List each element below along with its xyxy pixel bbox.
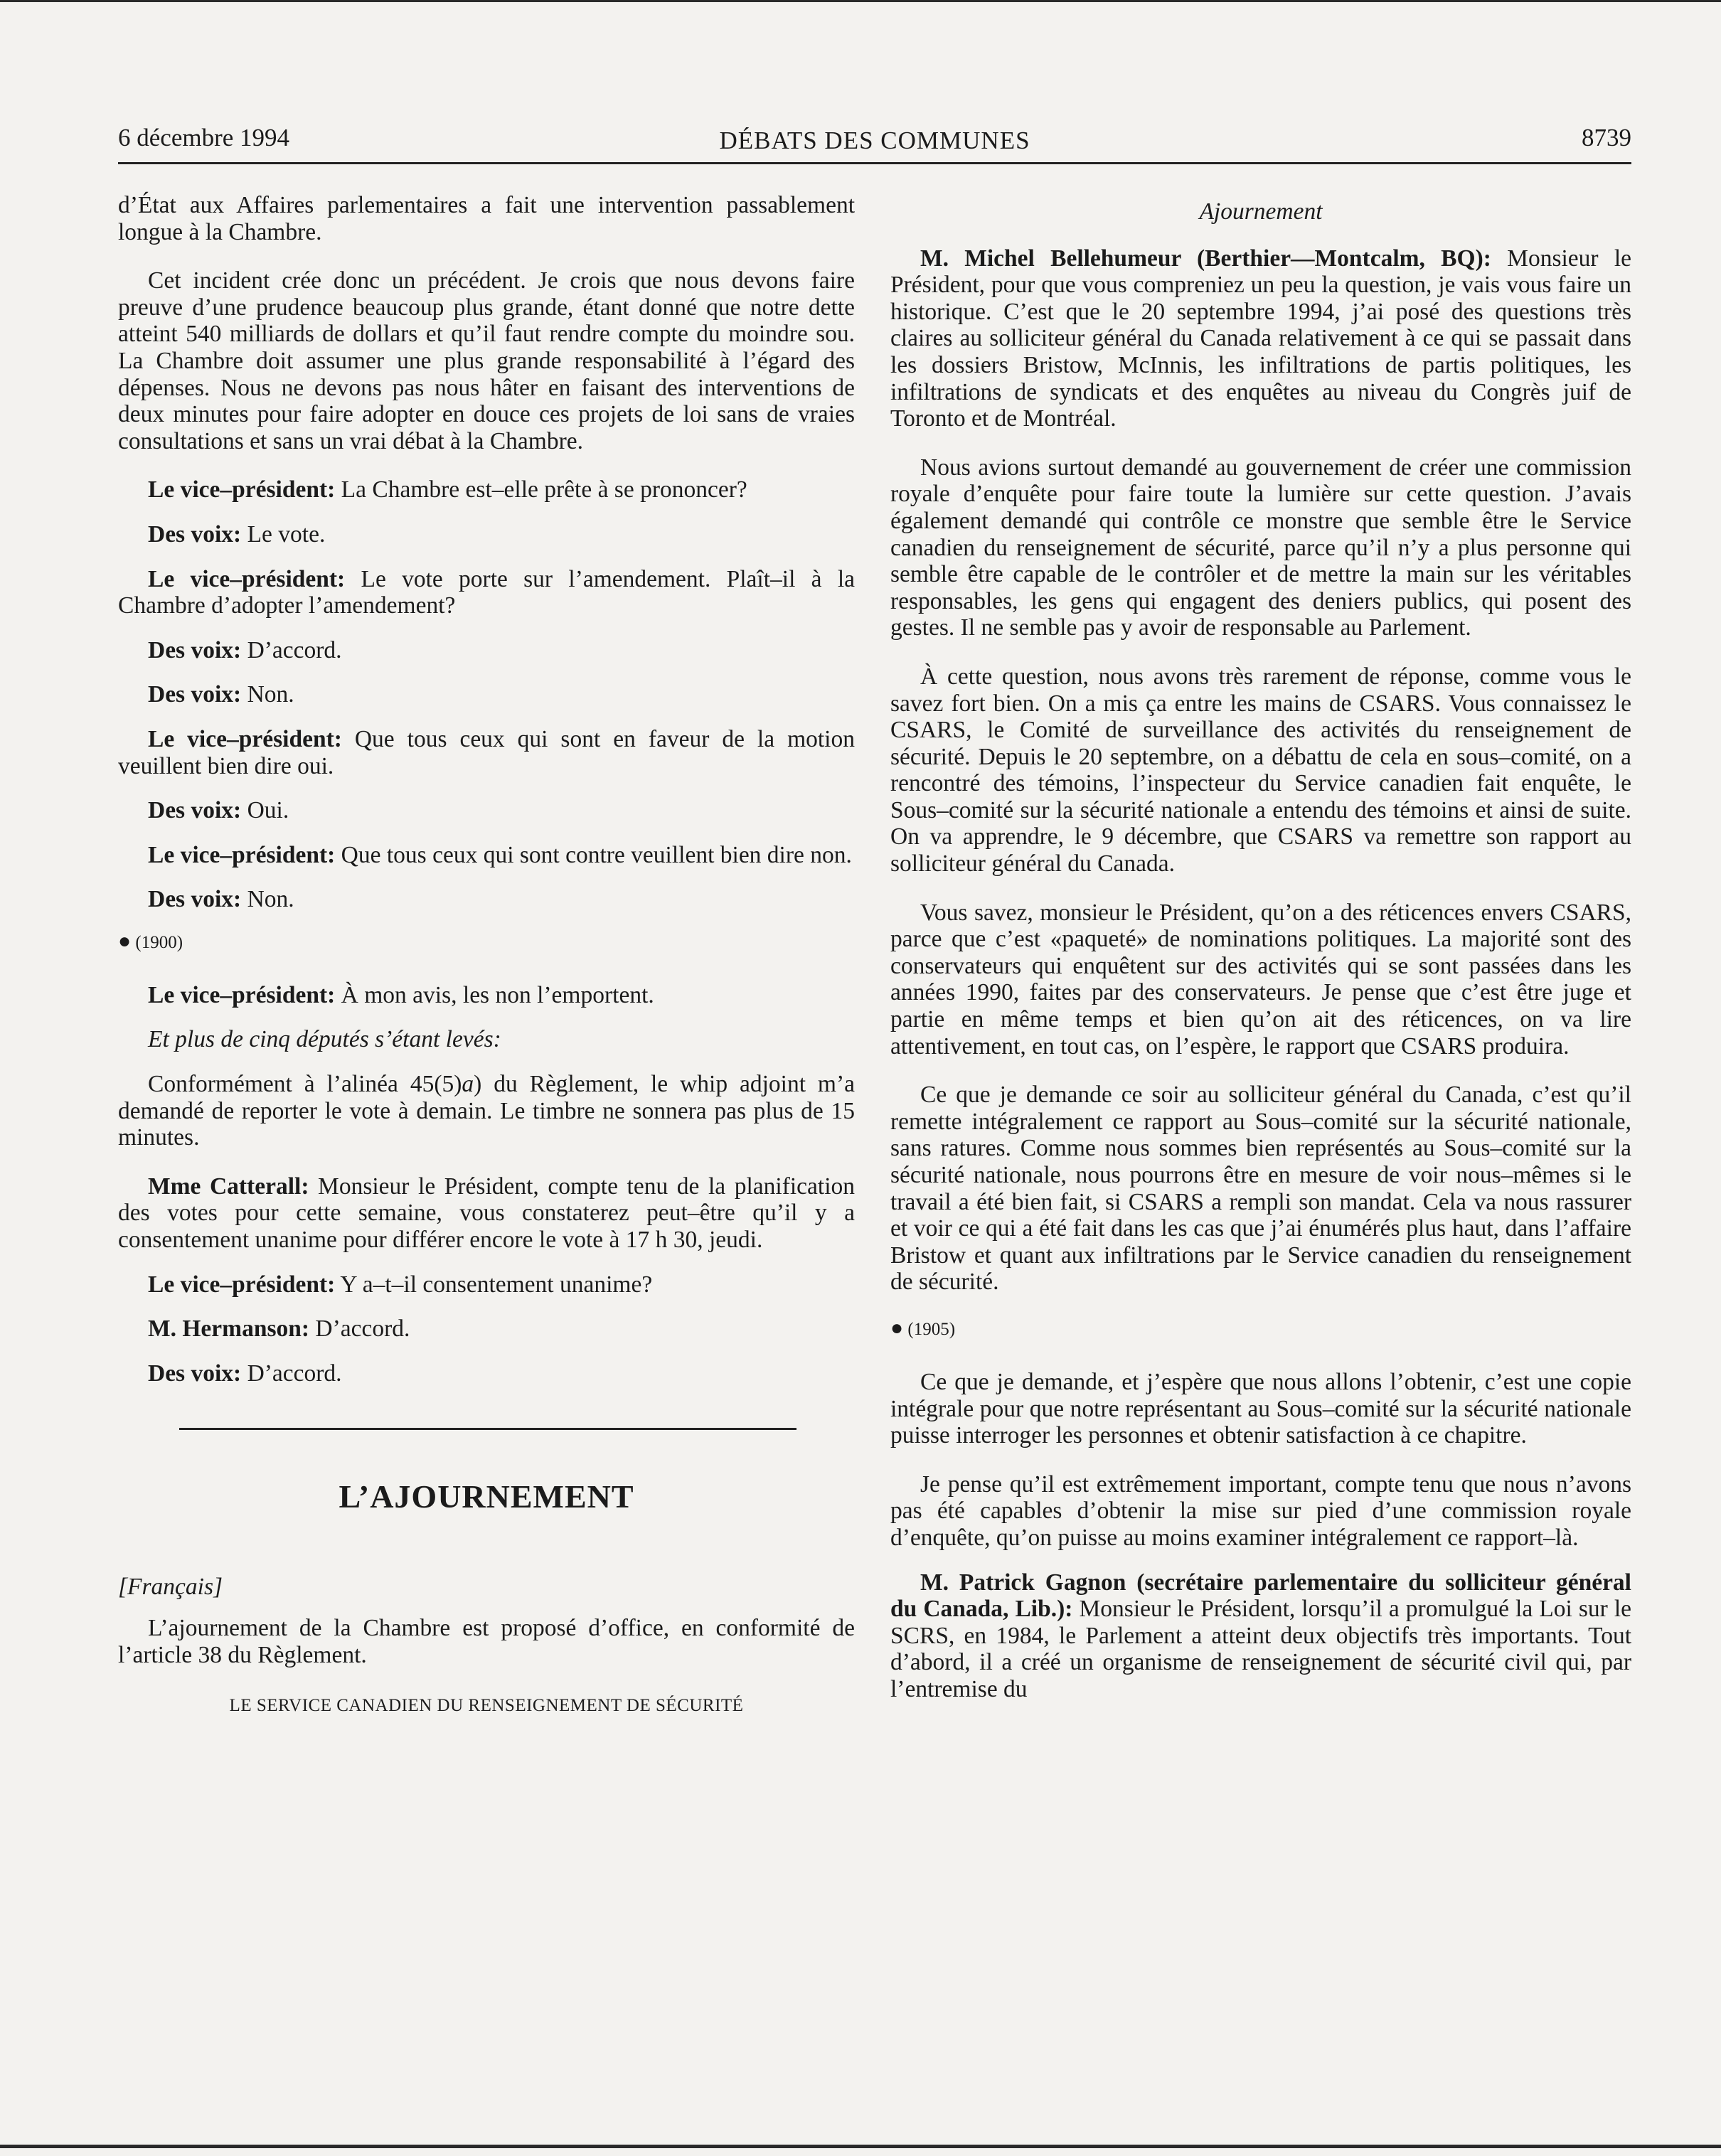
speech-text: La Chambre est–elle prête à se prononcer? <box>335 476 747 503</box>
speech <box>118 886 855 913</box>
paragraph: Ce que je demande, et j’espère que nous allons l’obtenir, c’est une copie intégrale pour que notre représentant au Sous–comité sur la sécurité nationale puisse interroger les personnes et obtenir satisfaction à ce chapitre. <box>890 1368 1631 1449</box>
header-title: DÉBATS DES COMMUNES <box>719 127 1030 154</box>
speech-text: D’accord. <box>241 1360 342 1387</box>
left-column <box>118 192 855 1719</box>
speech-text: Monsieur le Président, lorsqu’il a promulgué la Loi sur le SCRS, en 1984, le Parlement a atteint deux objectifs très importants. Tout d’abord, il a créé un organisme de renseignement de sécurité civil qui, par l’entremise du <box>890 1596 1632 1702</box>
speaker: Des voix: <box>148 681 242 708</box>
bullet-icon: ● <box>118 929 132 953</box>
speech <box>118 797 855 824</box>
speech-text: Que tous ceux qui sont en faveur de la motion veuillent bien dire oui. <box>118 725 855 779</box>
speaker: Le vice–président: <box>148 841 336 868</box>
time-marker-text: (1900) <box>135 932 183 952</box>
speech-text: Non. <box>241 886 294 913</box>
language-label: [Français] <box>118 1574 223 1601</box>
paragraph: Nous avions surtout demandé au gouvernement de créer une commission royale d’enquête pour faire toute la lumière sur cette question. J’avais également demandé qui contrôle ce monstre que semble être le Service canadien du renseignement de sécurité, parce qu’il n’y a plus personne qui semble être capable de le contrôler et de mettre la main sur les véritables responsables, les gens qui engagent des deniers publics, qui posent des gestes. Il ne semble pas y avoir de responsable au Parlement. <box>890 454 1631 641</box>
speaker: Des voix: <box>148 1360 242 1387</box>
header-date: 6 décembre 1994 <box>118 124 290 151</box>
speaker: Le vice–président: <box>148 565 346 592</box>
speech <box>118 681 855 708</box>
speaker: Des voix: <box>148 886 242 913</box>
header-page-number: 8739 <box>1582 124 1631 151</box>
speech <box>118 637 855 664</box>
speaker: Le vice–président: <box>148 1271 336 1298</box>
speech <box>118 566 855 619</box>
speech <box>118 982 855 1009</box>
speech-text: D’accord. <box>241 636 342 663</box>
paragraph: Ce que je demande ce soir au solliciteur général du Canada, c’est qu’il remette intégralement ce rapport au Sous–comité sur la sécurité nationale, sans ratures. Comme nous sommes bien représentés au Sous–comité sur la sécurité nationale, nous pourrons être en mesure de voir nous–mêmes si le travail a été bien fait, si CSARS a rempli son mandat. Cela va nous rassurer et voir ce qui a été fait dans les cas que j’ai énumérés plus haut, dans l’affaire Bristow et quant aux infiltrations par le Service canadien du renseignement de sécurité. <box>890 1082 1631 1296</box>
speech-text: Non. <box>241 681 294 708</box>
speech-text: Que tous ceux qui sont contre veuillent bien dire non. <box>335 841 852 868</box>
speech <box>118 726 855 779</box>
paragraph: d’État aux Affaires parlementaires a fait une intervention passablement longue à la Chambre. <box>118 192 855 245</box>
time-marker <box>118 931 855 954</box>
paragraph: Cet incident crée donc un précédent. Je crois que nous devons faire preuve d’une prudence beaucoup plus grande, étant donné que notre dette atteint 540 milliards de dollars et qu’il faut rendre compte du moindre sou. La Chambre doit assumer une plus grande responsabilité à l’égard des dépenses. Nous ne devons pas nous hâter en faisant des interventions de deux minutes pour faire adopter en douce ces projets de loi sans de vraies consultations et sans un vrai débat à la Chambre. <box>118 267 855 454</box>
speech-text: D’accord. <box>309 1316 410 1343</box>
speaker: Des voix: <box>148 636 242 663</box>
speech-text: À mon avis, les non l’emportent. <box>335 981 654 1008</box>
stage-direction-text: Et plus de cinq députés s’étant levés: <box>148 1026 501 1053</box>
bullet-icon: ● <box>890 1316 904 1340</box>
speaker: M. Hermanson: <box>148 1316 310 1343</box>
speech-text: Y a–t–il consentement unanime? <box>335 1271 653 1298</box>
right-column <box>890 192 1631 1725</box>
bottom-border <box>0 2145 1721 2148</box>
time-marker <box>890 1318 1631 1340</box>
time-marker-text: (1905) <box>907 1319 956 1339</box>
page-header <box>118 121 1631 164</box>
speaker: Le vice–président: <box>148 476 336 503</box>
speech-text: Monsieur le Président, compte tenu de la planification des votes pour cette semaine, vous constaterez peut–être qu’il y a consentement unanime pour différer encore le vote à 17 h 30, jeudi. <box>118 1173 856 1254</box>
paragraph: Vous savez, monsieur le Président, qu’on a des réticences envers CSARS, parce que c’est «paqueté» de nominations politiques. La majorité sont des conservateurs qui enquêtent sur des activités qui se sont passées dans les années 1990, faites par des conservateurs. Je pense que c’est être juge et partie en même temps et bien qu’on ait des réticences, on va lire attentivement, en tout cas, on l’espère, le rapport que CSARS produira. <box>890 899 1631 1060</box>
section-heading: L’AJOURNEMENT <box>339 1478 634 1515</box>
speaker: Le vice–président: <box>148 725 342 752</box>
speech-text: Oui. <box>241 797 289 824</box>
top-border <box>0 0 1721 2</box>
speech <box>118 1360 855 1387</box>
speech-text: Monsieur le Président, pour que vous compreniez un peu la question, je vais vous faire un historique. C’est que le 20 septembre 1994, j’ai posé des questions très claires au solliciteur général du Canada relativement à ce qui se passait dans les dossiers Bristow, McInnis, les infiltrations de partis politiques, les infiltrations de syndicats et des enquêtes au niveau du Congrès juif de Toronto et de Montréal. <box>890 245 1631 432</box>
speaker: Mme Catterall: <box>148 1173 309 1200</box>
speech <box>118 476 855 503</box>
speech-text: Le vote. <box>241 521 326 548</box>
speaker: M. Michel Bellehumeur (Berthier—Montcalm, BQ): <box>920 245 1491 272</box>
speaker: Le vice–président: <box>148 981 336 1008</box>
stage-direction <box>118 1026 855 1053</box>
speaker: M. Patrick Gagnon (secrétaire parlementaire du solliciteur général du Canada, Lib.): <box>890 1569 1631 1623</box>
speech <box>118 842 855 869</box>
speech <box>118 1271 855 1298</box>
section-label: Ajournement <box>1199 198 1323 225</box>
paragraph: L’ajournement de la Chambre est proposé d’office, en conformité de l’article 38 du Règlement. <box>118 1615 855 1668</box>
speech <box>118 1316 855 1343</box>
speaker: Des voix: <box>148 521 242 548</box>
paragraph: À cette question, nous avons très rarement de réponse, comme vous le savez fort bien. On a mis ça entre les mains de CSARS. Vous connaissez le CSARS, le Comité de surveillance des activités du renseignement de sécurité. Depuis le 20 septembre, on a débattu de cela en sous–comité, on a rencontré des témoins, l’inspecteur du Service canadien fait enquête, le Sous–comité sur la sécurité nationale a entendu des témoins et ainsi de suite. On va apprendre, le 9 décembre, que CSARS va remettre son rapport au solliciteur général du Canada. <box>890 663 1631 877</box>
speech <box>890 245 1631 432</box>
speech <box>118 1173 855 1254</box>
subheading: LE SERVICE CANADIEN DU RENSEIGNEMENT DE SÉCURITÉ <box>229 1696 744 1716</box>
speech <box>890 1569 1631 1703</box>
speech <box>118 521 855 548</box>
section-divider <box>179 1428 796 1430</box>
paragraph: Conformément à l’alinéa 45(5)a) du Règlement, le whip adjoint m’a demandé de reporter le vote à demain. Le timbre ne sonnera pas plus de 15 minutes. <box>118 1071 855 1151</box>
speech-text: Le vote porte sur l’amendement. Plaît–il à la Chambre d’adopter l’amendement? <box>118 565 855 619</box>
speaker: Des voix: <box>148 797 242 824</box>
paragraph: Je pense qu’il est extrêmement important, compte tenu que nous n’avons pas été capables d’obtenir la mise sur pied d’une commission royale d’enquête, qu’on puisse au moins examiner intégralement ce rapport–là. <box>890 1471 1631 1551</box>
